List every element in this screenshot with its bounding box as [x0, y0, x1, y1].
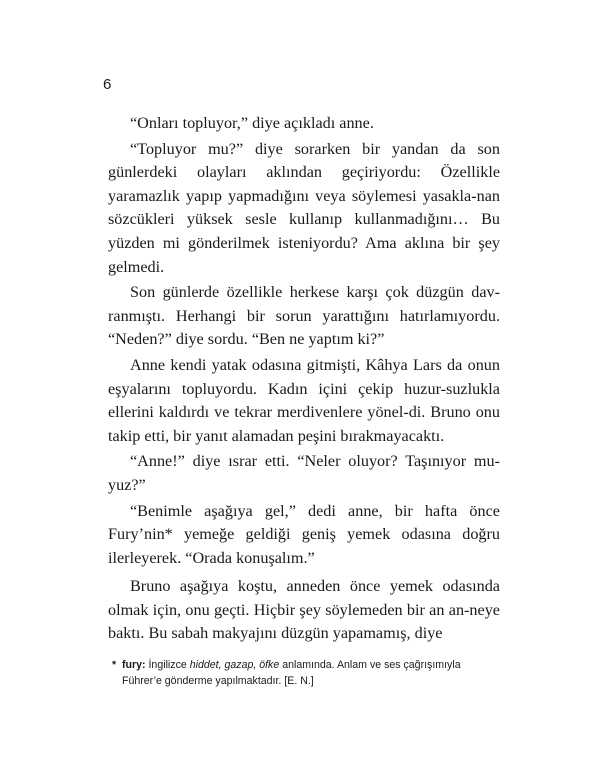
footnote-term: fury:: [122, 659, 146, 671]
paragraph-1: “Onları topluyor,” diye açıkladı anne.: [130, 114, 374, 132]
paragraph-6: “Benimle aşağıya gel,” dedi anne, bir hafta önce Fury’nin* yemeğe geldiği geniş yemek odasına doğru ilerleyerek. “Orada konuşalım.”: [108, 501, 500, 567]
footnote-text-after: anlamında. Anlam ve ses çağrışımıyla: [279, 659, 461, 671]
paragraph-7: Bruno aşağıya koştu, anneden önce yemek odasında olmak için, onu geçti. Hiçbir şey söylemeden bir an an-neye baktı. Bu sabah makyajını düzgün yapamamış, diye: [108, 577, 500, 643]
paragraph-3: Son günlerde özellikle herkese karşı çok düzgün dav-ranmıştı. Herhangi bir sorun yarattığını hatırlamıyordu. “Neden?” diye sordu. “Ben ne yaptım ki?”: [108, 283, 500, 349]
footnote-italic-terms: hiddet, gazap, öfke: [189, 659, 280, 671]
paragraph-2: “Topluyor mu?” diye sorarken bir yandan da son günlerdeki olayları aklından geçiriyordu: Özellikle yaramazlık yapıp yapmadığını veya söylemesi yasakla-nan sözcükleri yüksek sesle kullanıp kullanmadığını… Bu yüzden mi gönderilmek isteniyordu? Ama aklına bir şey gelmedi.: [108, 139, 500, 276]
footnote: [112, 657, 512, 689]
footnote-text-before: İngilizce: [145, 659, 190, 671]
footnote-line-1: [112, 657, 512, 673]
section-text-block: [108, 575, 500, 646]
footnote-line-2: Führer’e gönderme yapılmaktadır. [E. N.]: [122, 675, 314, 687]
footnote-marker: *: [112, 659, 117, 671]
paragraph-4: Anne kendi yatak odasına gitmişti, Kâhya Lars da onun eşyalarını topluyordu. Kadın içini çekip huzur-suzlukla ellerini kaldırdı ve tekrar merdivenlere yönel-di. Bruno onu takip etti, bir yanıt alamadan peşini bırakmayacaktı.: [108, 355, 500, 445]
main-text-block: [108, 112, 500, 570]
page-number: 6: [103, 76, 112, 93]
paragraph-5: “Anne!” diye ısrar etti. “Neler oluyor? Taşınıyor mu-yuz?”: [108, 452, 500, 494]
